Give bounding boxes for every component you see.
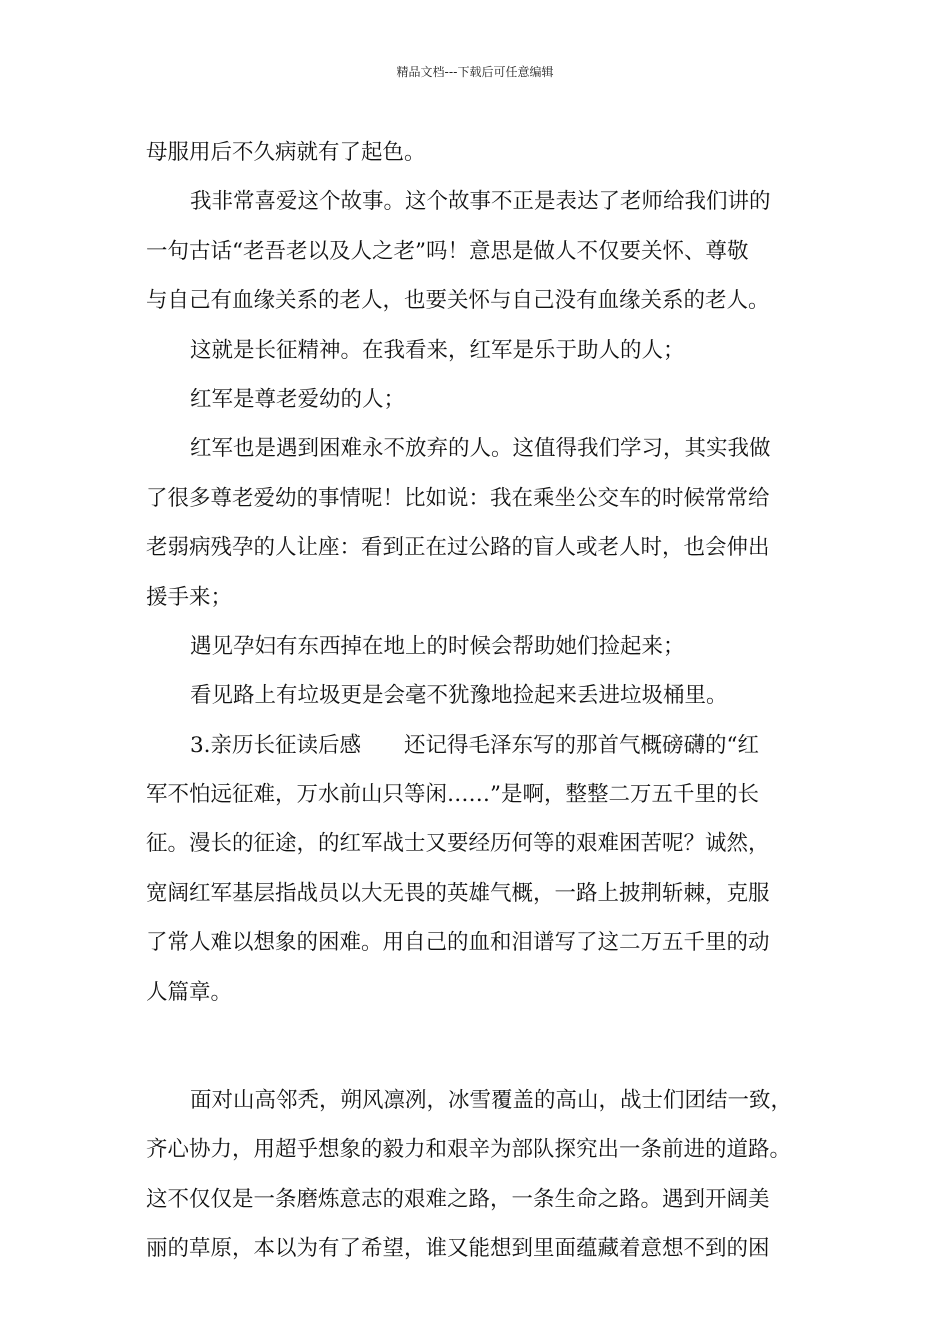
text-line: 遇见孕妇有东西掉在地上的时候会帮助她们捡起来； xyxy=(190,633,685,659)
text-line: 了很多尊老爱幼的事情呢！比如说：我在乘坐公交车的时候常常给 xyxy=(146,485,770,511)
document-body xyxy=(146,128,810,1274)
page-header: 精品文档---下载后可任意编辑 xyxy=(396,65,554,79)
text-line: 征。漫长的征途，的红军战士又要经历何等的艰难困苦呢？诚然， xyxy=(146,831,770,857)
text-line: 3.亲历长征读后感 还记得毛泽东写的那首气概磅礴的“红 xyxy=(190,732,760,758)
text-line: 一句古话“老吾老以及人之老”吗！意思是做人不仅要关怀、尊敬 xyxy=(146,238,749,264)
paragraph-gap xyxy=(146,1017,810,1076)
text-line: 看见路上有垃圾更是会毫不犹豫地捡起来丢进垃圾桶里。 xyxy=(190,683,728,709)
text-line: 齐心协力，用超乎想象的毅力和艰辛为部队探究出一条前进的道路。 xyxy=(146,1137,792,1163)
text-line: 这不仅仅是一条磨炼意志的艰难之路，一条生命之路。遇到开阔美 xyxy=(146,1186,770,1212)
text-line: 宽阔红军基层指战员以大无畏的英雄气概，一路上披荆斩棘，克服 xyxy=(146,880,770,906)
text-line: 丽的草原，本以为有了希望，谁又能想到里面蕴藏着意想不到的困 xyxy=(146,1236,770,1262)
text-line: 人篇章。 xyxy=(146,979,233,1005)
text-line: 我非常喜爱这个故事。这个故事不正是表达了老师给我们讲的 xyxy=(190,189,771,215)
text-line: 与自己有血缘关系的老人，也要关怀与自己没有血缘关系的老人。 xyxy=(146,288,770,314)
text-line: 了常人难以想象的困难。用自己的血和泪谱写了这二万五千里的动 xyxy=(146,930,770,956)
text-line: 红军是尊老爱幼的人； xyxy=(190,386,406,412)
text-line: 军不怕远征难，万水前山只等闲……”是啊，整整二万五千里的长 xyxy=(146,782,759,808)
text-line: 老弱病残孕的人让座：看到正在过公路的盲人或老人时，也会伸出 xyxy=(146,535,770,561)
text-line: 这就是长征精神。在我看来，红军是乐于助人的人； xyxy=(190,337,685,363)
text-line: 红军也是遇到困难永不放弃的人。这值得我们学习，其实我做 xyxy=(190,436,771,462)
text-line: 母服用后不久病就有了起色。 xyxy=(146,140,426,165)
text-line: 面对山高邻秃，朔风凛冽，冰雪覆盖的高山，战士们团结一致， xyxy=(190,1088,793,1114)
text-line: 援手来； xyxy=(146,584,233,610)
